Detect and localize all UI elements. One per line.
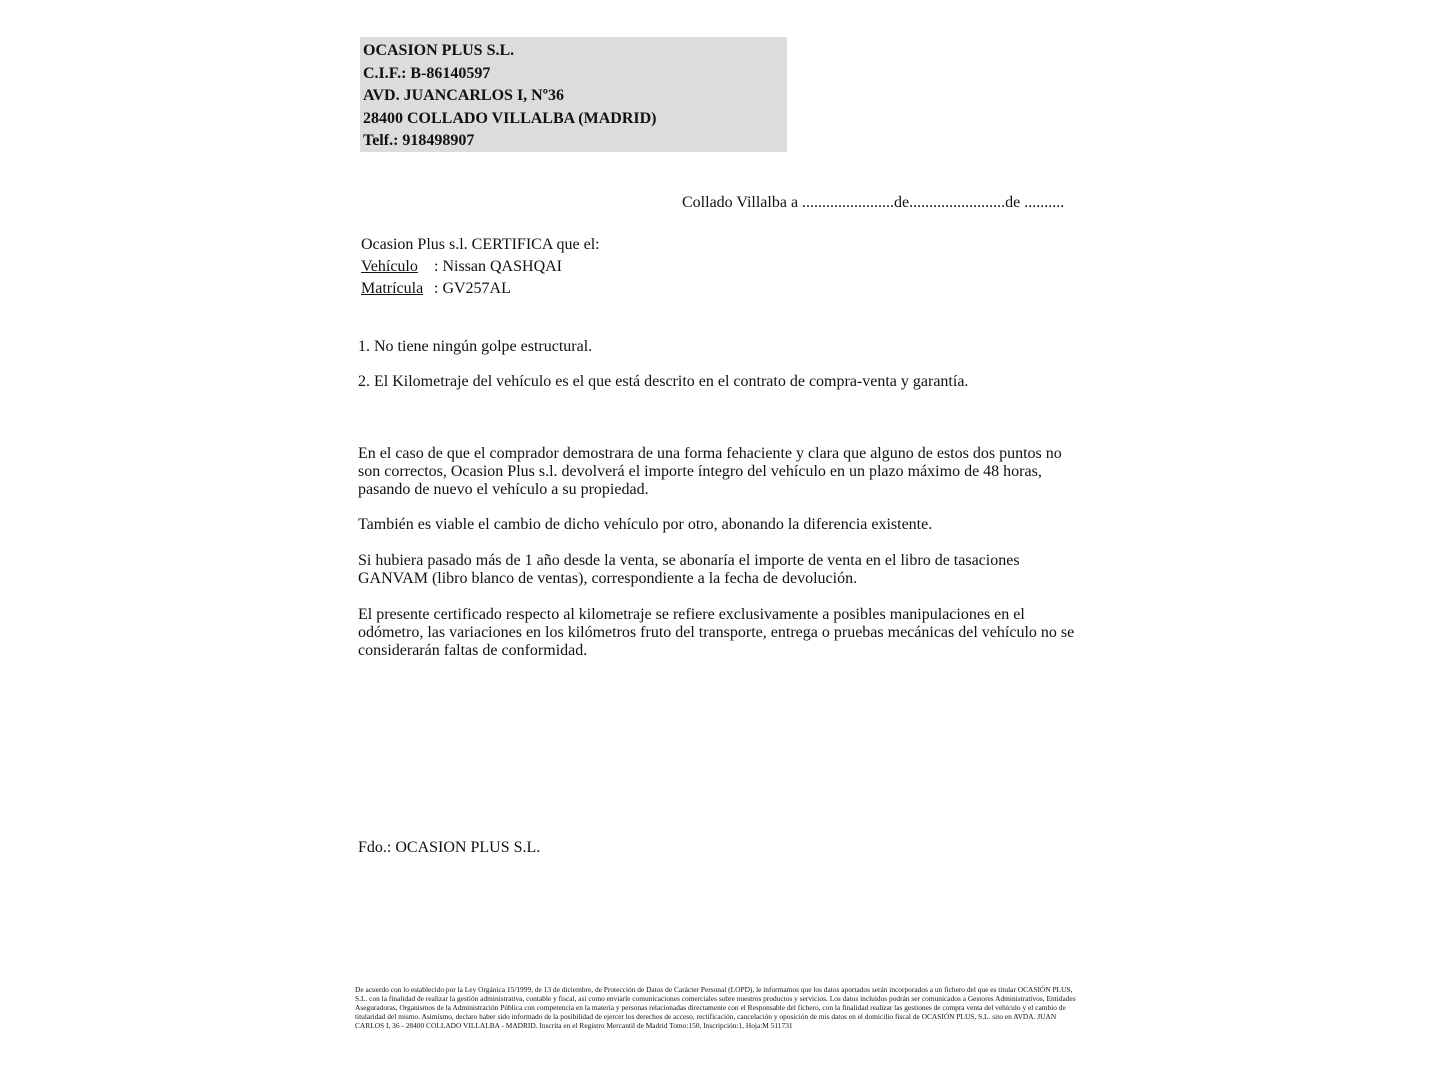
company-phone: Telf.: 918498907 [363,132,475,150]
company-name: OCASION PLUS S.L. [363,42,515,59]
legal-notice: De acuerdo con lo establecido por la Ley Orgánica 15/1999, de 13 de diciembre, de Protección de Datos de Carácter Personal (LOPD), le informamos que los datos aportados serán incorporados a un fichero del que es titular OCASIÓN PLUS, S.L. con la finalidad de realizar la gestión administrativa, contable y fiscal, así como enviarle comunicaciones comerciales sobre nuestros productos y servicios. Los datos incluidos podrán ser comunicados a Gestores Administrativos, Entidades Aseguradoras, Organismos de la Administración Pública con competencia en la materia y personas relacionadas directamente con el Responsable del fichero, con la finalidad realizar las gestiones de compra venta del vehículo y el cambio de titularidad del mismo. Asimismo, declaro haber sido informado de la posibilidad de ejercer los derechos de acceso, rectificación, cancelación y oposición de mis datos en el domicilio fiscal de OCASIÓN PLUS, S.L. sito en AVDA. JUAN CARLOS I, 36 - 28400 COLLADO VILLALBA - MADRID. Inscrita en el Registro Mercantil de Madrid Tomo:150, Inscripción:1, Hoja:M 511731 [355,985,1076,1030]
point-structural: 1. No tiene ningún golpe estructural. [358,338,593,355]
plate-value: : GV257AL [434,280,511,297]
vehicle-label: Vehículo [361,258,418,275]
company-address: AVD. JUANCARLOS I, Nº36 [363,87,565,105]
exchange-paragraph: También es viable el cambio de dicho vehículo por otro, abonando la diferencia existente. [358,516,933,533]
signature-line: Fdo.: OCASION PLUS S.L. [358,839,541,856]
certifica-statement: Ocasion Plus s.l. CERTIFICA que el: [361,236,600,253]
vehicle-value: : Nissan QASHQAI [434,258,562,275]
ganvam-paragraph: Si hubiera pasado más de 1 año desde la venta, se abonaría el importe de venta en el libro de tasaciones GANVAM (libro blanco de ventas), correspondiente a la fecha de devolución. [358,552,1020,587]
date-line: Collado Villalba a .......................de........................de .......... [682,194,1065,211]
company-city: 28400 COLLADO VILLALBA (MADRID) [363,109,657,127]
company-header-box [360,37,787,152]
plate-row [361,280,511,298]
refund-paragraph: En el caso de que el comprador demostrara de una forma fehaciente y clara que alguno de estos dos puntos no son correctos, Ocasion Plus s.l. devolverá el importe íntegro del vehículo en un plazo máximo de 48 horas, pasando de nuevo el vehículo a su propiedad. [358,445,1062,498]
plate-label: Matrícula [361,280,424,297]
company-cif: C.I.F.: B-86140597 [363,64,491,82]
point-mileage: 2. El Kilometraje del vehículo es el que está descrito en el contrato de compra-venta y garantía. [358,373,969,390]
vehicle-row [361,258,562,276]
odometer-paragraph: El presente certificado respecto al kilometraje se refiere exclusivamente a posibles manipulaciones en el odómetro, las variaciones en los kilómetros fruto del transporte, entrega o pruebas mecánicas del vehículo no se considerarán faltas de conformidad. [358,606,1075,659]
